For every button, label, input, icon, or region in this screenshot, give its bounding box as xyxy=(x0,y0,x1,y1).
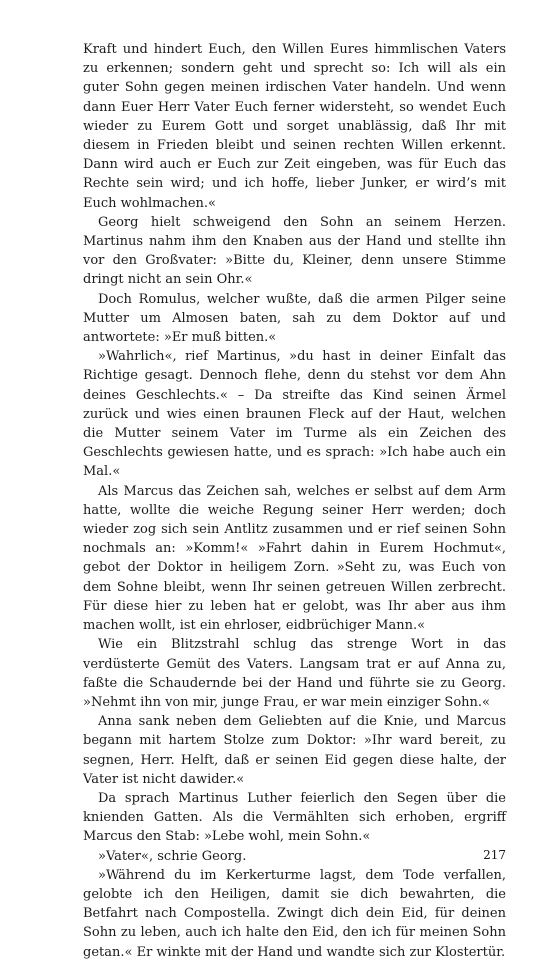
paragraph: Doch Romulus, welcher wußte, daß die armen Pilger seine Mutter um Almosen baten, sah zu dem Doktor auf und antwortete: »Er muß bitten.« xyxy=(83,291,506,346)
paragraph: Georg hielt schweigend den Sohn an seinem Herzen. Martinus nahm ihm den Knaben aus der Hand und stellte ihn vor den Großvater: »Bitte du, Kleiner, denn unsere Stimme dringt nicht an sein Ohr.« xyxy=(83,214,506,288)
paragraph: Anna sank neben dem Geliebten auf die Knie, und Marcus begann mit hartem Stolze zum Doktor: »Ihr ward bereit, zu segnen, Herr. Helft, daß er seinen Eid gegen diese halte, der Vater ist nicht dawider.« xyxy=(83,714,506,787)
paragraph: Wie ein Blitzstrahl schlug das strenge Wort in das verdüsterte Gemüt des Vaters. Langsam trat er auf Anna zu, faßte die Schaudernde bei der Hand und führte sie zu Georg. »Nehmt ihn von mir, junge Frau, er war mein einziger Sohn.« xyxy=(83,637,506,710)
paragraph: Da sprach Martinus Luther feierlich den Segen über die knienden Gatten. Als die Vermählten sich erhoben, ergriff Marcus den Stab: »Lebe wohl, mein Sohn.« xyxy=(83,790,506,845)
page-body xyxy=(83,40,506,962)
paragraph-continuation: Kraft und hindert Euch, den Willen Eures himmlischen Vaters zu erkennen; sondern geht und sprecht so: Ich will als ein guter Sohn gegen meinen irdischen Vater handeln. Und wenn dann Euer Herr Vater Euch ferner widersteht, so wendet Euch wieder zu Eurem Gott und sorget unablässig, daß Ihr mit diesem in Frieden bleibt und seinen rechten Willen erkennt. Dann wird auch er Euch zur Zeit eingeben, was für Euch das Rechte sein wird; und ich hoffe, lieber Junker, er wird’s mit Euch wohlmachen.« xyxy=(83,42,506,211)
paragraph: Als Marcus das Zeichen sah, welches er selbst auf dem Arm hatte, wollte die weiche Regung seiner Herr werden; doch wieder zog sich sein Antlitz zusammen und er rief seinen Sohn nochmals an: »Komm!« »Fahrt dahin in Eurem Hochmut«, gebot der Doktor in heiligem Zorn. »Seht zu, was Euch von dem Sohne bleibt, wenn Ihr seinen getreuen Willen zerbrecht. Für diese hier zu leben hat er gelobt, was Ihr aber aus ihm machen wollt, ist ein ehrloser, eidbrüchiger Mann.« xyxy=(83,483,506,634)
paragraph: »Während du im Kerkerturme lagst, dem Tode verfallen, gelobte ich den Heiligen, damit sie dich bewahrten, die Betfahrt nach Compostella. Zwingt dich dein Eid, für deinen Sohn zu leben, auch ich halte den Eid, den ich für meinen Sohn getan.« Er winkte mit der Hand und wandte sich zur Klostertür. xyxy=(83,867,506,960)
paragraph: »Wahrlich«, rief Martinus, »du hast in deiner Einfalt das Richtige gesagt. Dennoch flehe, denn du stehst vor dem Ahn deines Geschlechts.« – Da streifte das Kind seinen Ärmel zurück und wies einen braunen Fleck auf der Haut, welchen die Mutter seinem Vater im Turme als ein Zeichen des Geschlechts gewiesen hatte, und es sprach: »Ich habe auch ein Mal.« xyxy=(83,349,506,480)
paragraph: »Vater«, schrie Georg. xyxy=(98,848,247,864)
page-number: 217 xyxy=(483,848,506,862)
